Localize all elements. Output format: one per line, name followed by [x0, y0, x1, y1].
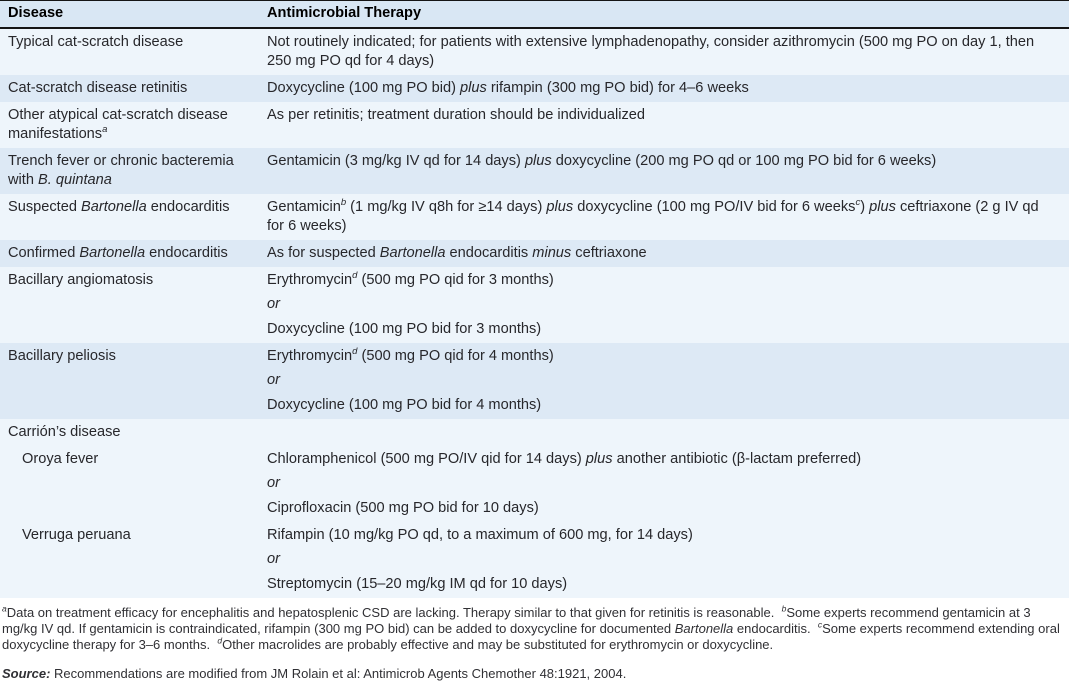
- disease-cell: [0, 194, 267, 240]
- text-segment: Confirmed: [8, 244, 80, 261]
- disease-cell: [0, 419, 267, 446]
- disease-cell: [0, 522, 267, 598]
- therapy-cell: [267, 419, 1069, 446]
- text-segment: plus: [869, 198, 896, 215]
- text-segment: Other macrolides are probably effective and may be substituted for erythromycin or doxycycline.: [222, 637, 774, 653]
- text-segment: d: [352, 345, 358, 357]
- text-segment: Verruga peruana: [22, 526, 131, 543]
- text-segment: (1 mg/kg IV q8h for ≥14 days): [346, 198, 547, 215]
- therapy-cell: [267, 102, 1069, 148]
- text-segment: Erythromycin: [267, 347, 353, 364]
- text-segment: endocarditis: [445, 244, 533, 261]
- therapy-line: [267, 499, 1055, 518]
- text-segment: or: [267, 551, 280, 567]
- text-segment: endocarditis: [146, 198, 230, 215]
- therapy-line: [267, 396, 1055, 415]
- text-segment: Ciprofloxacin (500 mg PO bid for 10 days): [267, 499, 539, 516]
- table-row: [0, 240, 1069, 267]
- therapy-line: [267, 198, 1055, 236]
- text-segment: Some experts recommend gentamicin at 3 mg/kg IV qd. If gentamicin is contraindicated, rifampin (300 mg PO bid) can be added to doxycycline for documented: [2, 605, 1035, 637]
- text-segment: Doxycycline (100 mg PO bid): [267, 79, 461, 96]
- text-segment: Bacillary angiomatosis: [8, 271, 154, 288]
- text-segment: plus: [546, 198, 574, 215]
- text-segment: a: [102, 123, 108, 135]
- text-segment: b: [340, 196, 347, 208]
- table-row: [0, 267, 1069, 343]
- text-segment: another antibiotic (β-lactam preferred): [612, 450, 862, 467]
- disease-cell: [0, 75, 267, 102]
- therapy-line: [267, 474, 1055, 493]
- therapy-cell: [267, 240, 1069, 267]
- text-segment: Recommendations are modified from JM Rolain et al: Antimicrob Agents Chemother 48:1921, 2004.: [50, 665, 627, 681]
- text-segment: Streptomycin (15–20 mg/kg IM qd for 10 days): [267, 575, 568, 592]
- therapy-cell: [267, 29, 1069, 75]
- therapy-cell: [267, 522, 1069, 598]
- table-row: [0, 343, 1069, 419]
- text-segment: doxycycline (100 mg PO/IV bid for 6 weeks: [573, 198, 856, 215]
- therapy-line: [267, 450, 1055, 469]
- disease-cell: [0, 240, 267, 267]
- text-segment: Other atypical cat-scratch disease manifestations: [8, 106, 228, 142]
- therapy-cell: [267, 194, 1069, 240]
- therapy-line: [267, 320, 1055, 339]
- table-row: [0, 446, 1069, 522]
- table-row: [0, 194, 1069, 240]
- text-segment: As for suspected: [267, 244, 380, 261]
- text-segment: Bartonella: [81, 198, 147, 215]
- therapy-line: [267, 347, 1055, 366]
- text-segment: Erythromycin: [267, 271, 353, 288]
- text-segment: Some experts recommend extending oral doxycycline therapy for 3–6 months.: [2, 621, 1064, 653]
- text-segment: minus: [532, 244, 572, 261]
- text-segment: Bacillary peliosis: [8, 347, 116, 364]
- text-segment: Gentamicin: [267, 198, 341, 215]
- therapy-cell: [267, 446, 1069, 522]
- text-segment: Doxycycline (100 mg PO bid for 3 months): [267, 320, 542, 337]
- table-header-row: [0, 1, 1069, 29]
- therapy-cell: [267, 343, 1069, 419]
- therapy-cell: [267, 148, 1069, 194]
- table-row: [0, 522, 1069, 598]
- table-row: [0, 29, 1069, 75]
- text-segment: endocarditis.: [733, 621, 818, 637]
- text-segment: or: [267, 372, 280, 388]
- table-row: [0, 75, 1069, 102]
- text-segment: Doxycycline (100 mg PO bid for 4 months): [267, 396, 542, 413]
- text-segment: a: [2, 603, 7, 614]
- text-segment: d: [217, 636, 223, 647]
- text-segment: plus: [460, 79, 487, 96]
- disease-cell: [0, 148, 267, 194]
- text-segment: Data on treatment efficacy for encephalitis and hepatosplenic CSD are lacking. Therapy similar to that given for retinitis is reasonable.: [6, 605, 782, 620]
- text-segment: Suspected: [8, 198, 82, 215]
- text-segment: ceftriaxone (2 g IV qd for 6 weeks): [267, 198, 1039, 234]
- text-segment: (500 mg PO qid for 4 months): [357, 347, 554, 364]
- text-segment: b: [781, 603, 787, 614]
- source-text: [0, 666, 1069, 682]
- therapy-cell: [267, 75, 1069, 102]
- therapy-line: [267, 271, 1055, 290]
- text-segment: or: [267, 475, 280, 491]
- text-segment: plus: [585, 450, 613, 467]
- text-segment: rifampin (300 mg PO bid) for 4–6 weeks: [486, 79, 749, 96]
- therapy-line: [267, 106, 1055, 125]
- therapy-line: [267, 371, 1055, 390]
- text-segment: Bartonella: [379, 244, 446, 261]
- text-segment: Rifampin (10 mg/kg PO qd, to a maximum of 600 mg, for 14 days): [267, 526, 693, 543]
- footnote-text: [0, 605, 1069, 654]
- table-row: [0, 102, 1069, 148]
- therapy-line: [267, 244, 1055, 263]
- disease-cell: [0, 446, 267, 522]
- text-segment: doxycycline (200 mg PO qd or 100 mg PO bid for 6 weeks): [551, 152, 937, 169]
- text-segment: c: [817, 619, 823, 630]
- disease-cell: [0, 343, 267, 419]
- text-segment: B. quintana: [38, 171, 112, 188]
- text-segment: or: [267, 296, 280, 312]
- therapy-line: [267, 295, 1055, 314]
- disease-cell: [0, 267, 267, 343]
- column-header-disease: Disease: [8, 5, 64, 21]
- disease-cell: [0, 102, 267, 148]
- table-body: [0, 29, 1069, 598]
- text-segment: Bartonella: [79, 244, 146, 261]
- text-segment: Oroya fever: [22, 450, 99, 467]
- text-segment: plus: [524, 152, 552, 169]
- therapy-line: [267, 575, 1055, 594]
- column-header-therapy: Antimicrobial Therapy: [267, 5, 422, 21]
- table-row: [0, 148, 1069, 194]
- text-segment: endocarditis: [145, 244, 228, 261]
- text-segment: ): [860, 198, 870, 215]
- therapy-line: [267, 33, 1055, 71]
- text-segment: Bartonella: [674, 621, 734, 637]
- therapy-cell: [267, 267, 1069, 343]
- text-segment: As per retinitis; treatment duration should be individualized: [267, 106, 646, 123]
- therapy-line: [267, 79, 1055, 98]
- text-segment: c: [855, 196, 861, 208]
- text-segment: Cat-scratch disease retinitis: [8, 79, 188, 96]
- table-row: [0, 419, 1069, 446]
- text-segment: Not routinely indicated; for patients with extensive lymphadenopathy, consider azithromycin (500 mg PO on day 1, then 250 mg PO qd for 4 days): [267, 33, 1035, 69]
- text-segment: Carrión’s disease: [8, 423, 121, 440]
- text-segment: ceftriaxone: [571, 244, 647, 261]
- disease-cell: [0, 29, 267, 75]
- therapy-line: [267, 526, 1055, 545]
- therapy-line: [267, 550, 1055, 569]
- text-segment: Source:: [2, 665, 51, 681]
- therapy-line: [267, 152, 1055, 171]
- text-segment: Trench fever or chronic bacteremia with: [8, 152, 234, 188]
- text-segment: d: [352, 269, 358, 281]
- text-segment: Chloramphenicol (500 mg PO/IV qid for 14 days): [267, 450, 586, 467]
- text-segment: (500 mg PO qid for 3 months): [357, 271, 554, 288]
- text-segment: Gentamicin (3 mg/kg IV qd for 14 days): [267, 152, 525, 169]
- text-segment: Typical cat-scratch disease: [8, 33, 184, 50]
